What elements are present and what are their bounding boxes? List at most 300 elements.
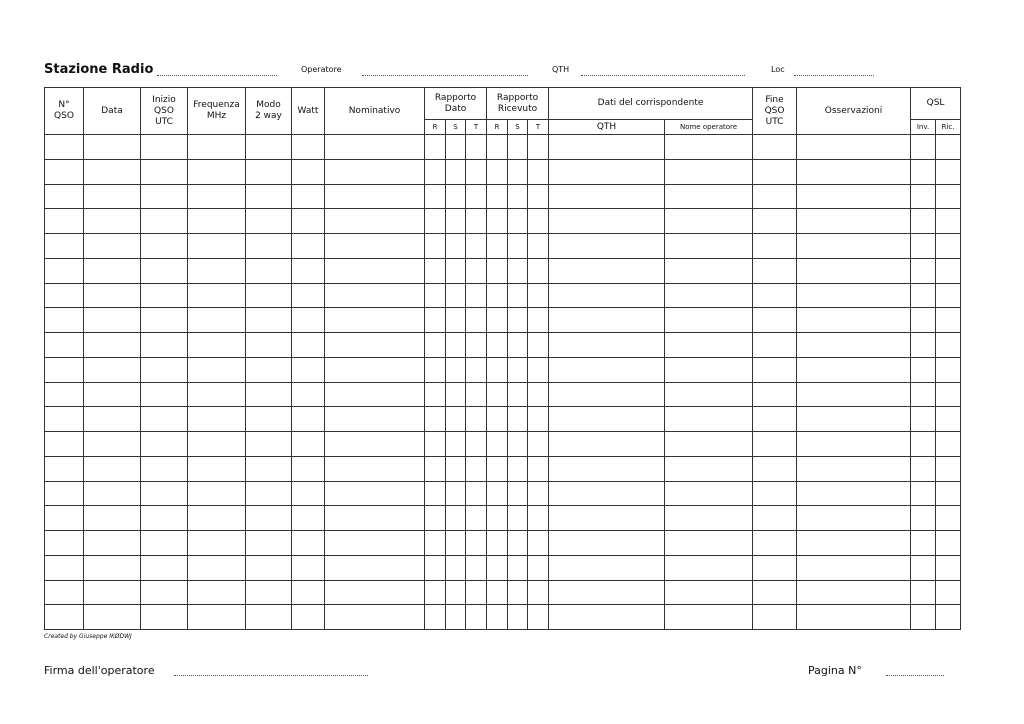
table-cell[interactable] (466, 605, 487, 630)
table-cell[interactable] (84, 382, 141, 407)
table-cell[interactable] (446, 159, 466, 184)
table-cell[interactable] (466, 209, 487, 234)
table-cell[interactable] (325, 209, 425, 234)
table-cell[interactable] (911, 258, 936, 283)
table-cell[interactable] (936, 184, 961, 209)
table-cell[interactable] (246, 209, 292, 234)
table-cell[interactable] (246, 481, 292, 506)
table-cell[interactable] (246, 531, 292, 556)
table-cell[interactable] (446, 283, 466, 308)
table-cell[interactable] (753, 135, 797, 160)
table-cell[interactable] (665, 555, 753, 580)
table-cell[interactable] (246, 308, 292, 333)
table-cell[interactable] (936, 432, 961, 457)
table-cell[interactable] (325, 283, 425, 308)
table-cell[interactable] (665, 159, 753, 184)
table-cell[interactable] (188, 382, 246, 407)
table-cell[interactable] (665, 506, 753, 531)
table-cell[interactable] (466, 308, 487, 333)
table-cell[interactable] (487, 432, 508, 457)
table-cell[interactable] (466, 184, 487, 209)
table-cell[interactable] (753, 580, 797, 605)
table-cell[interactable] (188, 531, 246, 556)
table-cell[interactable] (425, 209, 446, 234)
table-cell[interactable] (141, 555, 188, 580)
table-cell[interactable] (325, 135, 425, 160)
table-cell[interactable] (188, 605, 246, 630)
table-cell[interactable] (508, 258, 528, 283)
table-cell[interactable] (292, 456, 325, 481)
table-cell[interactable] (188, 184, 246, 209)
table-cell[interactable] (141, 283, 188, 308)
table-cell[interactable] (753, 159, 797, 184)
table-cell[interactable] (665, 333, 753, 358)
table-cell[interactable] (936, 407, 961, 432)
table-cell[interactable] (665, 184, 753, 209)
table-cell[interactable] (325, 531, 425, 556)
table-cell[interactable] (466, 432, 487, 457)
table-cell[interactable] (911, 605, 936, 630)
table-cell[interactable] (188, 580, 246, 605)
table-cell[interactable] (797, 159, 911, 184)
table-cell[interactable] (84, 209, 141, 234)
table-cell[interactable] (446, 333, 466, 358)
table-cell[interactable] (325, 308, 425, 333)
table-cell[interactable] (446, 407, 466, 432)
table-cell[interactable] (45, 481, 84, 506)
table-cell[interactable] (188, 506, 246, 531)
table-cell[interactable] (911, 209, 936, 234)
table-cell[interactable] (325, 605, 425, 630)
table-cell[interactable] (528, 258, 549, 283)
table-cell[interactable] (911, 184, 936, 209)
table-cell[interactable] (188, 407, 246, 432)
table-cell[interactable] (84, 555, 141, 580)
table-cell[interactable] (446, 605, 466, 630)
table-cell[interactable] (797, 407, 911, 432)
table-cell[interactable] (292, 135, 325, 160)
table-cell[interactable] (508, 333, 528, 358)
table-cell[interactable] (508, 407, 528, 432)
table-cell[interactable] (84, 234, 141, 259)
table-cell[interactable] (936, 159, 961, 184)
signature-field[interactable] (174, 675, 368, 676)
table-cell[interactable] (528, 382, 549, 407)
table-cell[interactable] (549, 333, 665, 358)
table-cell[interactable] (45, 135, 84, 160)
table-cell[interactable] (84, 531, 141, 556)
table-cell[interactable] (45, 258, 84, 283)
table-cell[interactable] (549, 209, 665, 234)
table-cell[interactable] (549, 258, 665, 283)
table-cell[interactable] (141, 382, 188, 407)
table-cell[interactable] (446, 308, 466, 333)
table-cell[interactable] (466, 159, 487, 184)
table-cell[interactable] (246, 184, 292, 209)
table-cell[interactable] (246, 333, 292, 358)
table-cell[interactable] (549, 481, 665, 506)
table-cell[interactable] (246, 407, 292, 432)
table-cell[interactable] (292, 308, 325, 333)
table-cell[interactable] (292, 159, 325, 184)
table-cell[interactable] (325, 357, 425, 382)
table-cell[interactable] (425, 407, 446, 432)
table-cell[interactable] (508, 605, 528, 630)
table-cell[interactable] (45, 283, 84, 308)
table-cell[interactable] (936, 580, 961, 605)
table-cell[interactable] (487, 184, 508, 209)
table-cell[interactable] (141, 531, 188, 556)
table-cell[interactable] (446, 357, 466, 382)
table-cell[interactable] (797, 481, 911, 506)
table-cell[interactable] (466, 506, 487, 531)
table-cell[interactable] (936, 357, 961, 382)
table-cell[interactable] (487, 283, 508, 308)
table-cell[interactable] (446, 234, 466, 259)
table-cell[interactable] (84, 506, 141, 531)
table-cell[interactable] (549, 135, 665, 160)
table-cell[interactable] (753, 333, 797, 358)
table-cell[interactable] (487, 456, 508, 481)
table-cell[interactable] (528, 357, 549, 382)
table-cell[interactable] (141, 209, 188, 234)
table-cell[interactable] (446, 506, 466, 531)
table-cell[interactable] (141, 159, 188, 184)
table-cell[interactable] (487, 382, 508, 407)
table-cell[interactable] (325, 580, 425, 605)
table-cell[interactable] (911, 159, 936, 184)
table-cell[interactable] (246, 555, 292, 580)
table-cell[interactable] (936, 283, 961, 308)
table-cell[interactable] (528, 456, 549, 481)
table-cell[interactable] (487, 580, 508, 605)
table-cell[interactable] (84, 481, 141, 506)
table-cell[interactable] (528, 333, 549, 358)
table-cell[interactable] (45, 184, 84, 209)
table-cell[interactable] (797, 555, 911, 580)
table-cell[interactable] (911, 580, 936, 605)
table-cell[interactable] (936, 555, 961, 580)
table-cell[interactable] (188, 283, 246, 308)
table-cell[interactable] (45, 456, 84, 481)
table-cell[interactable] (84, 432, 141, 457)
table-cell[interactable] (936, 209, 961, 234)
table-cell[interactable] (508, 159, 528, 184)
table-cell[interactable] (292, 432, 325, 457)
table-cell[interactable] (753, 481, 797, 506)
table-cell[interactable] (141, 432, 188, 457)
table-cell[interactable] (911, 308, 936, 333)
table-cell[interactable] (528, 209, 549, 234)
table-cell[interactable] (466, 580, 487, 605)
table-cell[interactable] (936, 481, 961, 506)
table-cell[interactable] (508, 481, 528, 506)
table-cell[interactable] (466, 283, 487, 308)
table-cell[interactable] (84, 258, 141, 283)
table-cell[interactable] (797, 531, 911, 556)
table-cell[interactable] (325, 432, 425, 457)
table-cell[interactable] (466, 531, 487, 556)
table-cell[interactable] (508, 283, 528, 308)
table-cell[interactable] (487, 357, 508, 382)
table-cell[interactable] (84, 283, 141, 308)
table-cell[interactable] (665, 605, 753, 630)
table-cell[interactable] (84, 357, 141, 382)
table-cell[interactable] (508, 209, 528, 234)
table-cell[interactable] (665, 580, 753, 605)
loc-field[interactable] (794, 75, 874, 76)
table-cell[interactable] (292, 382, 325, 407)
table-cell[interactable] (911, 357, 936, 382)
table-cell[interactable] (549, 456, 665, 481)
table-cell[interactable] (84, 605, 141, 630)
table-cell[interactable] (508, 382, 528, 407)
table-cell[interactable] (292, 184, 325, 209)
table-cell[interactable] (188, 555, 246, 580)
table-cell[interactable] (188, 258, 246, 283)
table-cell[interactable] (425, 135, 446, 160)
table-cell[interactable] (292, 481, 325, 506)
table-cell[interactable] (45, 432, 84, 457)
table-cell[interactable] (188, 333, 246, 358)
table-cell[interactable] (425, 308, 446, 333)
table-cell[interactable] (466, 333, 487, 358)
table-cell[interactable] (425, 432, 446, 457)
table-cell[interactable] (528, 407, 549, 432)
table-cell[interactable] (425, 357, 446, 382)
table-cell[interactable] (446, 555, 466, 580)
table-cell[interactable] (665, 135, 753, 160)
table-cell[interactable] (911, 456, 936, 481)
table-cell[interactable] (549, 184, 665, 209)
table-cell[interactable] (936, 605, 961, 630)
table-cell[interactable] (425, 555, 446, 580)
table-cell[interactable] (325, 234, 425, 259)
table-cell[interactable] (549, 357, 665, 382)
table-cell[interactable] (466, 382, 487, 407)
table-cell[interactable] (45, 506, 84, 531)
table-cell[interactable] (292, 605, 325, 630)
table-cell[interactable] (508, 184, 528, 209)
table-cell[interactable] (487, 209, 508, 234)
table-cell[interactable] (325, 382, 425, 407)
table-cell[interactable] (45, 308, 84, 333)
table-cell[interactable] (911, 481, 936, 506)
table-cell[interactable] (487, 159, 508, 184)
table-cell[interactable] (425, 481, 446, 506)
table-cell[interactable] (292, 506, 325, 531)
table-cell[interactable] (549, 506, 665, 531)
station-field[interactable] (157, 75, 277, 76)
table-cell[interactable] (528, 432, 549, 457)
table-cell[interactable] (936, 333, 961, 358)
table-cell[interactable] (425, 531, 446, 556)
qth-field[interactable] (581, 75, 745, 76)
table-cell[interactable] (466, 481, 487, 506)
table-cell[interactable] (292, 258, 325, 283)
table-cell[interactable] (665, 407, 753, 432)
table-cell[interactable] (325, 258, 425, 283)
table-cell[interactable] (508, 432, 528, 457)
table-cell[interactable] (45, 407, 84, 432)
table-cell[interactable] (487, 531, 508, 556)
table-cell[interactable] (487, 506, 508, 531)
table-cell[interactable] (753, 382, 797, 407)
table-cell[interactable] (549, 382, 665, 407)
table-cell[interactable] (84, 456, 141, 481)
table-cell[interactable] (246, 432, 292, 457)
table-cell[interactable] (487, 234, 508, 259)
table-cell[interactable] (936, 506, 961, 531)
table-cell[interactable] (84, 159, 141, 184)
table-cell[interactable] (528, 555, 549, 580)
table-cell[interactable] (753, 258, 797, 283)
table-cell[interactable] (911, 555, 936, 580)
table-cell[interactable] (528, 308, 549, 333)
table-cell[interactable] (325, 555, 425, 580)
table-cell[interactable] (753, 407, 797, 432)
table-cell[interactable] (549, 555, 665, 580)
table-cell[interactable] (188, 308, 246, 333)
table-cell[interactable] (246, 605, 292, 630)
table-cell[interactable] (446, 382, 466, 407)
table-cell[interactable] (797, 283, 911, 308)
table-cell[interactable] (797, 135, 911, 160)
table-cell[interactable] (325, 407, 425, 432)
table-cell[interactable] (292, 407, 325, 432)
table-cell[interactable] (797, 382, 911, 407)
table-cell[interactable] (425, 580, 446, 605)
table-cell[interactable] (753, 555, 797, 580)
table-cell[interactable] (936, 234, 961, 259)
table-cell[interactable] (246, 357, 292, 382)
table-cell[interactable] (549, 531, 665, 556)
table-cell[interactable] (528, 135, 549, 160)
table-cell[interactable] (425, 605, 446, 630)
table-cell[interactable] (753, 184, 797, 209)
table-cell[interactable] (246, 580, 292, 605)
table-cell[interactable] (141, 308, 188, 333)
table-cell[interactable] (487, 333, 508, 358)
table-cell[interactable] (45, 333, 84, 358)
table-cell[interactable] (665, 456, 753, 481)
table-cell[interactable] (292, 234, 325, 259)
table-cell[interactable] (446, 135, 466, 160)
table-cell[interactable] (911, 333, 936, 358)
table-cell[interactable] (292, 580, 325, 605)
table-cell[interactable] (84, 184, 141, 209)
table-cell[interactable] (797, 506, 911, 531)
table-cell[interactable] (84, 135, 141, 160)
table-cell[interactable] (797, 456, 911, 481)
table-cell[interactable] (141, 506, 188, 531)
table-cell[interactable] (665, 283, 753, 308)
table-cell[interactable] (753, 506, 797, 531)
table-cell[interactable] (188, 159, 246, 184)
table-cell[interactable] (84, 407, 141, 432)
table-cell[interactable] (797, 357, 911, 382)
table-cell[interactable] (549, 580, 665, 605)
table-cell[interactable] (665, 234, 753, 259)
table-cell[interactable] (141, 357, 188, 382)
table-cell[interactable] (292, 209, 325, 234)
table-cell[interactable] (425, 456, 446, 481)
table-cell[interactable] (141, 184, 188, 209)
table-cell[interactable] (45, 234, 84, 259)
table-cell[interactable] (549, 308, 665, 333)
table-cell[interactable] (528, 506, 549, 531)
table-cell[interactable] (246, 456, 292, 481)
table-cell[interactable] (246, 234, 292, 259)
operator-field[interactable] (362, 75, 528, 76)
table-cell[interactable] (487, 308, 508, 333)
table-cell[interactable] (549, 432, 665, 457)
table-cell[interactable] (246, 283, 292, 308)
table-cell[interactable] (141, 456, 188, 481)
table-cell[interactable] (936, 135, 961, 160)
table-cell[interactable] (665, 382, 753, 407)
table-cell[interactable] (549, 407, 665, 432)
table-cell[interactable] (188, 481, 246, 506)
table-cell[interactable] (446, 481, 466, 506)
table-cell[interactable] (446, 258, 466, 283)
table-cell[interactable] (528, 605, 549, 630)
table-cell[interactable] (246, 506, 292, 531)
table-cell[interactable] (911, 135, 936, 160)
table-cell[interactable] (425, 382, 446, 407)
table-cell[interactable] (508, 456, 528, 481)
table-cell[interactable] (936, 382, 961, 407)
table-cell[interactable] (188, 135, 246, 160)
table-cell[interactable] (45, 605, 84, 630)
table-cell[interactable] (141, 605, 188, 630)
table-cell[interactable] (325, 333, 425, 358)
table-cell[interactable] (188, 456, 246, 481)
table-cell[interactable] (45, 580, 84, 605)
table-cell[interactable] (528, 531, 549, 556)
table-cell[interactable] (508, 580, 528, 605)
table-cell[interactable] (45, 555, 84, 580)
table-cell[interactable] (466, 234, 487, 259)
table-cell[interactable] (936, 531, 961, 556)
table-cell[interactable] (188, 209, 246, 234)
table-cell[interactable] (549, 605, 665, 630)
table-cell[interactable] (292, 333, 325, 358)
table-cell[interactable] (528, 184, 549, 209)
table-cell[interactable] (84, 333, 141, 358)
table-cell[interactable] (487, 135, 508, 160)
table-cell[interactable] (936, 308, 961, 333)
table-cell[interactable] (508, 555, 528, 580)
table-cell[interactable] (797, 308, 911, 333)
table-cell[interactable] (188, 357, 246, 382)
table-cell[interactable] (665, 258, 753, 283)
table-cell[interactable] (325, 184, 425, 209)
table-cell[interactable] (292, 555, 325, 580)
table-cell[interactable] (665, 209, 753, 234)
table-cell[interactable] (446, 184, 466, 209)
table-cell[interactable] (325, 481, 425, 506)
table-cell[interactable] (466, 407, 487, 432)
table-cell[interactable] (466, 555, 487, 580)
table-cell[interactable] (141, 333, 188, 358)
table-cell[interactable] (753, 234, 797, 259)
table-cell[interactable] (549, 159, 665, 184)
table-cell[interactable] (425, 506, 446, 531)
table-cell[interactable] (753, 283, 797, 308)
table-cell[interactable] (446, 531, 466, 556)
table-cell[interactable] (528, 580, 549, 605)
